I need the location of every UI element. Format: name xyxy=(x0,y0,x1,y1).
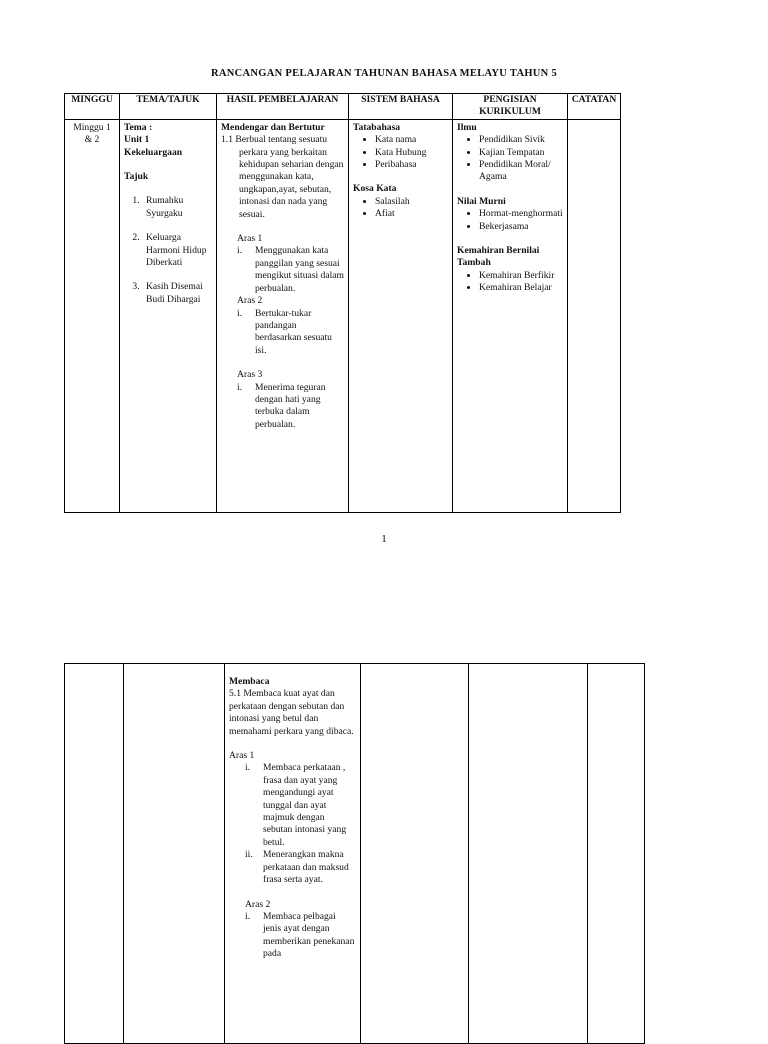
cell-minggu xyxy=(65,119,120,512)
cell-sistem-bahasa xyxy=(361,664,469,1044)
aras2-item: Bertukar-tukar pandangan berdasarkan sesuatu isi. xyxy=(255,307,332,356)
cell-pengisian-kurikulum xyxy=(453,119,568,512)
roman-numeral: i. xyxy=(237,245,243,257)
cell-tema-tajuk xyxy=(120,119,217,512)
cell-pengisian-kurikulum xyxy=(469,664,588,1044)
tema-label: Tema : xyxy=(124,121,153,133)
ilmu-list xyxy=(479,134,563,184)
aras3-item: Menerima teguran dengan hati yang terbuka dalam perbualan. xyxy=(255,381,326,430)
list-item: 2. Keluarga Harmoni Hidup Diberkati xyxy=(142,232,212,269)
minggu-text: Minggu 1 & 2 xyxy=(73,121,111,146)
aras1-label: Aras 1 xyxy=(229,750,255,762)
cell-sistem-bahasa xyxy=(349,119,453,512)
aras2-item-i: Membaca pelbagai jenis ayat dengan memberikan penekanan pada xyxy=(263,910,355,960)
unit-name: Kekeluargaan xyxy=(124,146,183,158)
cell-hasil-pembelajaran xyxy=(217,119,349,512)
kemahiran-list xyxy=(479,270,563,295)
cell-catatan xyxy=(588,664,645,1044)
header-pengisian-kurikulum: PENGISIAN KURIKULUM xyxy=(453,94,568,120)
list-item: 1. Rumahku Syurgaku xyxy=(142,195,212,220)
membaca-heading: Membaca xyxy=(229,676,270,687)
list-item: • Hormat-menghormati xyxy=(479,208,563,220)
nilai-label: Nilai Murni xyxy=(457,195,506,207)
tajuk-label: Tajuk xyxy=(124,171,149,183)
list-item: • Peribahasa xyxy=(375,159,448,171)
plan-table-page2 xyxy=(64,663,645,1044)
list-item: • Salasilah xyxy=(375,196,448,208)
list-item: • Kemahiran Belajar xyxy=(479,282,563,294)
list-item: • Kemahiran Berfikir xyxy=(479,270,563,282)
roman-numeral: i. xyxy=(245,762,251,774)
tatabahasa-label: Tatabahasa xyxy=(353,121,401,133)
list-item: • Afiat xyxy=(375,208,448,220)
ilmu-label: Ilmu xyxy=(457,121,477,133)
aras1-item-ii: Menerangkan makna perkataan dan maksud frasa serta ayat. xyxy=(263,849,349,886)
cell-tema-tajuk xyxy=(124,664,225,1044)
unit-label: Unit 1 xyxy=(124,134,150,146)
roman-numeral: ii. xyxy=(245,849,253,861)
list-item: • Pendidikan Sivik xyxy=(479,134,563,146)
table-row xyxy=(65,664,645,1044)
document-title: RANCANGAN PELAJARAN TAHUNAN BAHASA MELAYU TAHUN 5 xyxy=(210,68,558,79)
kemahiran-label: Kemahiran Bernilai Tambah xyxy=(457,245,540,269)
list-item: • Kata Hubung xyxy=(375,147,448,159)
table-header-row xyxy=(65,94,621,120)
nilai-list xyxy=(479,208,563,233)
aras1-item: Menggunakan kata panggilan yang sesuai mengikut situasi dalam perbualan. xyxy=(255,245,344,294)
list-item: 3. Kasih Disemai Budi Dihargai xyxy=(142,281,212,306)
cell-minggu xyxy=(65,664,124,1044)
list-item: • Bekerjasama xyxy=(479,221,563,233)
header-hasil-pembelajaran: HASIL PEMBELAJARAN xyxy=(217,94,349,120)
cell-catatan xyxy=(568,119,621,512)
list-item: • Kajian Tempatan xyxy=(479,147,563,159)
roman-numeral: i. xyxy=(237,307,243,319)
aras2-label: Aras 2 xyxy=(245,898,271,910)
aras3-label: Aras 3 xyxy=(237,369,263,381)
header-minggu: MINGGU xyxy=(65,94,120,120)
table-row xyxy=(65,119,621,512)
header-catatan: CATATAN xyxy=(568,94,621,120)
kosakata-label: Kosa Kata xyxy=(353,183,397,195)
page-number: 1 xyxy=(381,533,387,545)
hasil-heading: Mendengar dan Bertutur xyxy=(221,121,325,133)
list-item: • Pendidikan Moral/ Agama xyxy=(479,159,563,184)
hasil-intro: 1.1 Berbual tentang sesuatu perkara yang berkaitan kehidupan seharian dengan menggunakan kata, ungkapan,ayat, sebutan, intonasi dan nada yang sesuai. xyxy=(221,134,344,220)
cell-hasil-pembelajaran xyxy=(225,664,361,1044)
tatabahasa-list xyxy=(375,134,448,171)
aras1-item-i: Membaca perkataan , frasa dan ayat yang mengandungi ayat tunggal dan ayat majmuk dengan sebutan intonasi yang betul. xyxy=(263,762,347,848)
aras1-label: Aras 1 xyxy=(237,233,263,245)
kosakata-list xyxy=(375,196,448,221)
aras2-label: Aras 2 xyxy=(237,295,263,307)
membaca-intro: 5.1 Membaca kuat ayat dan perkataan dengan sebutan dan intonasi yang betul dan memahami perkara yang dibaca. xyxy=(229,688,354,737)
header-sistem-bahasa: SISTEM BAHASA xyxy=(349,94,453,120)
header-tema-tajuk: TEMA/TAJUK xyxy=(120,94,217,120)
list-item: • Kata nama xyxy=(375,134,448,146)
roman-numeral: i. xyxy=(245,910,251,922)
roman-numeral: i. xyxy=(237,381,243,393)
plan-table-page1 xyxy=(64,93,621,513)
tajuk-list xyxy=(142,195,212,306)
